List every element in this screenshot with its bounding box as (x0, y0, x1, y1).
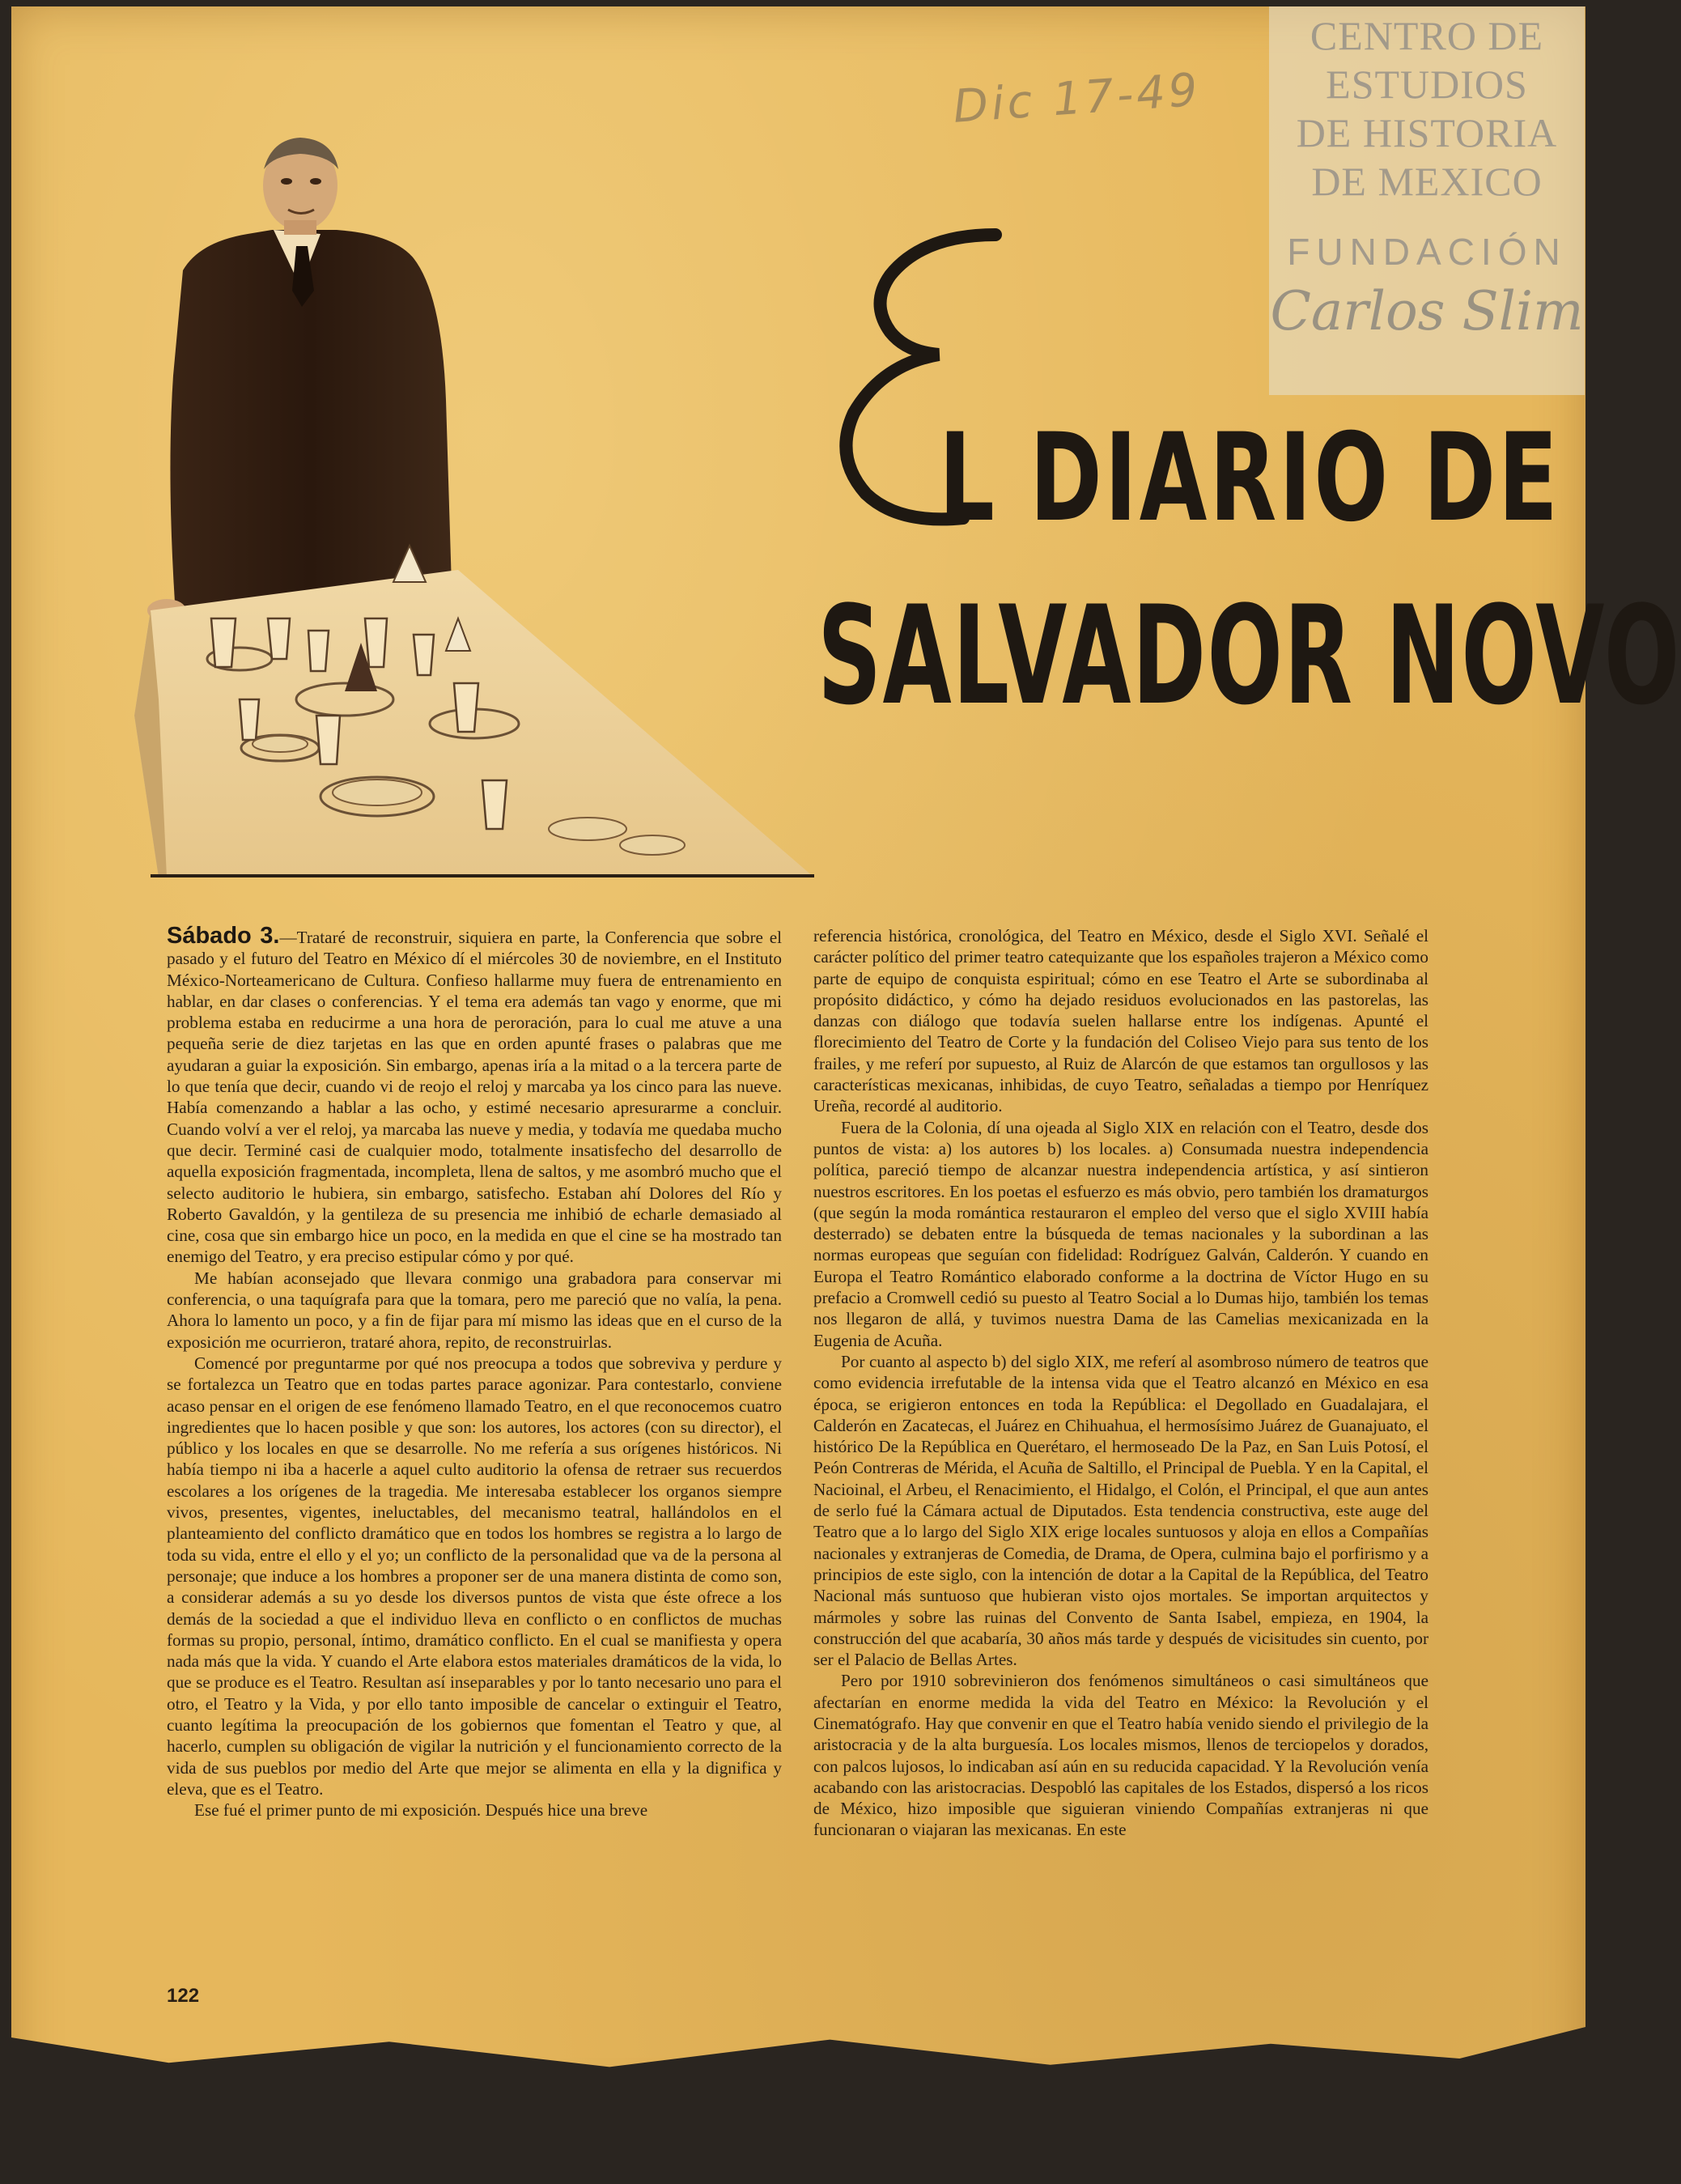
article-paragraph (167, 925, 782, 1268)
article-paragraph: Por cuanto al aspecto b) del siglo XIX, me referí al asombroso número de teatros que como evidencia irrefutable de la intensa vida que el Teatro alcanzó en México en esa época, se erigieron entonces en toda la República: el Degollado en Guadalajara, el Calderón en Zacatecas, el Juárez en Chihuahua, el hermosísimo Juárez de Guanajuato, el histórico De la República en Querétaro, el hermoseado De la Paz, en San Luis Potosí, el Peón Contreras de Mérida, el Acuña de Saltillo, el Principal de Puebla. Y en la Capital, el Nacioinal, el Arbeu, el Renacimiento, el Hidalgo, el Colón, el Principal, el que aun antes de serlo fué la Cámara actual de Diputados. Esta tendencia constructiva, este auge del Teatro que a lo largo del Siglo XIX erige locales suntuosos y aloja en ellos a Compañías nacionales y extranjeras de Comedia, de Drama, de Opera, culmina bajo el porfirismo y a principios de este siglo, con la intención de dotar a la Capital de la República, del Teatro Nacional más suntuoso que hubieran visto ojos mortales. Se importan arquitectos y mármoles y sobre las ruinas del Convento de Santa Isabel, empieza, en 1904, la construcción del que acabaría, 30 años más tarde y después de vicisitudes sin cuento, por ser el Palacio de Bellas Artes. (813, 1351, 1428, 1670)
article-paragraph: referencia histórica, cronológica, del Teatro en México, desde el Siglo XVI. Señalé el carácter político del primer teatro catequizante que los españoles trajeron a México como parte de equipo de conquista espiritual; cómo en ese Teatro el Arte se subordinaba al propósito didáctico, y cómo ha dejado residuos evolucionados en las pastorelas, las danzas con diálogo que todavía suelen hallarse entre los indígenas. Apunté el florecimiento del Teatro de Corte y la fundación del Coliseo Viejo para sus tento de los frailes, y me referí por supuesto, al Ruiz de Alarcón de que estamos tan orgullosos y las características mexicanas, inhibidas, de cuyo Teatro, señaladas a tiempo por Henríquez Ureña, recordé al auditorio. (813, 926, 1428, 1116)
title-line-1: L DIARIO DE (939, 408, 1560, 549)
watermark-line: CENTRO DE (1310, 13, 1544, 58)
article-paragraph: Pero por 1910 sobrevinieron dos fenómenos simultáneos o casi simultáneos que afectarían en enorme medida la vida del Teatro en México: la Revolución y el Cinematógrafo. Hay que convenir en que el Teatro había venido siendo el privilegio de la aristocracia y de la alta burguesía. Los locales mismos, llenos de terciopelos y dorados, con palcos lujosos, lo indicaban así aún en su reducida capacidad. Y la Revolución venía acabando con las aristocracias. Despobló las capitales de los Estados, dispersó a los ricos de México, hizo imposible que siguieran viniendo Compañías extranjeras ni que funcionaran o viajaran las mexicanas. En este (813, 1671, 1428, 1840)
watermark-line: DE HISTORIA (1296, 110, 1558, 155)
title-line-2: SALVADOR NOVO (817, 576, 1681, 735)
photo-salvador-novo-at-table (134, 133, 814, 877)
article-title (809, 227, 1681, 745)
lead-dateline: Sábado 3. (167, 923, 280, 949)
article-paragraph: Me habían aconsejado que llevara conmigo una grabadora para conservar mi conferencia, o una taquígrafa para que la tomara, pero me pareció que no valía, la pena. Ahora lo lamento un poco, y a fin de fijar para mí mismo las ideas que en el curso de la exposición me ocurrieron, trataré ahora, repito, de reconstruirlas. (167, 1268, 782, 1352)
watermark-fundacion: FUNDACIÓN (1287, 231, 1567, 273)
article-column-right (813, 925, 1428, 1841)
article-paragraph: Fuera de la Colonia, dí una ojeada al Siglo XIX en relación con el Teatro, desde dos puntos de vista: a) los autores b) los locales. a) Consumada nuestra independencia política, pareció tiempo de alcanzar nuestra independencia artística, y así sintieron nuestros escritores. En los poetas el esfuerzo es más obvio, pero también los dramaturgos (que según la moda romántica restauraron el empleo del verso que el siglo XVIII había desterrado) se debaten entre la búsqueda de temas nacionales y la subordinan a las normas europeas que seguían con fidelidad: Rodríguez Galván, Calderón. Y cuando en Europa el Teatro Romántico elaborado conforme a la doctrina de Víctor Hugo en su prefacio a Cromwell cedió su puesto al Teatro Social a lo Dumas hijo, también los temas nos llegaron de allá, y tuvimos nuestra Dama de las Camelias mexicanizada en la Eugenia de Acuña. (813, 1117, 1428, 1350)
page-number: 122 (167, 1985, 200, 2007)
watermark-line: DE MEXICO (1311, 159, 1543, 204)
handwritten-date-note: Dic 17-49 (951, 63, 1203, 134)
article-paragraph: Comencé por preguntarme por qué nos preocupa a todos que sobreviva y perdure y se fortalezca un Teatro que en todas partes parace agonizar. Para contestarlo, conviene acaso pensar en el origen de ese fenómeno llamado Teatro, en el que reconocemos cuatro ingredientes que lo hacen posible y que son: los autores, los actores (con su director), el público y los locales en que se desarrolle. No me refería a sus orígenes históricos. Ni había tiempo ni iba a hacerle a aquel culto auditorio la ofensa de retraer sus recuerdos escolares a los orígenes de la tragedia. Me interesaba establecer los organos siempre vivos, presentes, vigentes, ineluctables, del mecanismo teatral, hallándolos en el planteamiento del conflicto dramático que en todos los hombres se registra a lo largo de toda su vida, entre el ello y el yo; un conflicto de la personalidad que va de la persona al personaje; que induce a los hombres a proponer ser de una manera distinta de como son, a considerar además a su yo desde los diversos puntos de vista que éste ofrece a los demás de la sociedad a que el individuo lleva en conflicto o en conflictos de muchas formas su propio, personal, íntimo, dramático conflicto. En el cual se manifiesta y opera nada más que la vida. Y cuando el Arte elabora estos materiales dramáticos de la vida, lo que se produce es el Teatro. Resultan así inseparables y por lo tanto necesario uno para el otro, el Teatro y la Vida, y por ello tanto imposible de cancelar o extinguir el Teatro, cuanto legítima la preocupación de los gobiernos que fomentan el Teatro y que, al hacerlo, cumplen su obligación de vigilar la nutrición y el funcionamiento correcto de la vida de sus pueblos por medio del Arte que mejor se alimenta en ella y la dignifica y eleva, que es el Teatro. (167, 1353, 782, 1799)
watermark-line: ESTUDIOS (1326, 62, 1528, 107)
paragraph-text: —Trataré de reconstruir, siquiera en parte, la Conferencia que sobre el pasado y el futuro del Teatro en México dí el miércoles 30 de noviembre, en el Instituto México-Norteamericano de Cultura. Confieso hallarme muy fuera de entrenamiento en hablar, en dar clases o conferencias. Y el tema era además tan vago y enorme, que mi problema estaba en reducirme a una hora de peroración, para lo cual me atuve a una pequeña serie de diez tarjetas en las que en orden apunté frases o palabras que me ayudaran a guiar la exposición. Sin embargo, apenas iría a la mitad o a la tercera parte de lo que tenía que decir, cuando vi de reojo el reloj y marcaba ya los cinco para las nueve. Había comenzando a hablar a las ocho, y estimé necesario apresurarme a concluir. Cuando volví a ver el reloj, ya marcaba las nueve y media, y todavía me quedaba mucho que decir. Terminé casi de cualquier modo, totalmente insatisfecho del desarrollo de aquella exposición fragmentada, incompleta, llena de saltos, y me asombró mucho que el selecto auditorio le hubiera, sin embargo, satisfecho. Estaban ahí Dolores del Río y Roberto Gavaldón, y la gentileza de su presencia me inhibió de echarle demasiado al cine, cosa que sin embargo hice un poco, en la medida en que el cine se ha mostrado tan enemigo del Teatro, y era preciso estipular cómo y por qué. (167, 928, 782, 1267)
watermark-signature: Carlos Slim (1270, 280, 1584, 342)
article-paragraph: Ese fué el primer punto de mi exposición. Después hice una breve (194, 1800, 648, 1821)
article-column-left (167, 925, 782, 1821)
